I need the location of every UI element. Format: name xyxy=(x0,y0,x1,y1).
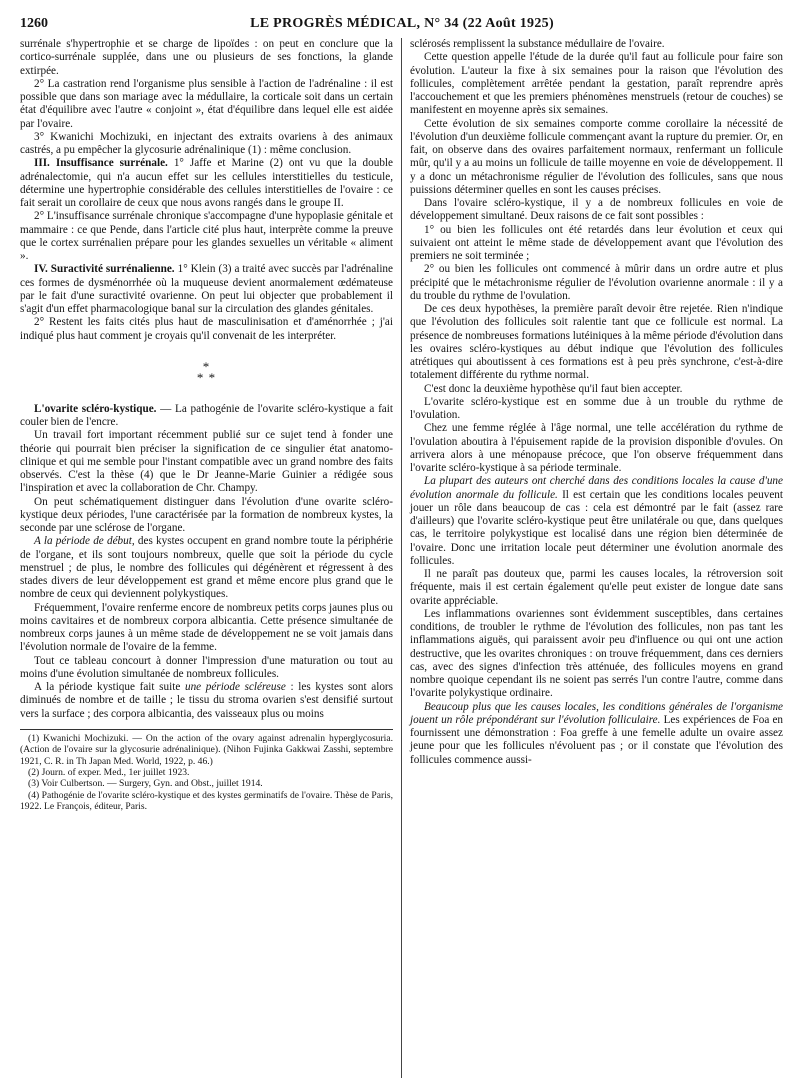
paragraph-text: Il est certain que les conditions locales peuvent jouer un rôle dans beaucoup de cas : cela est démontré par le fait (assez rare d'ailleurs) que l'ovarite scléro-kystique peut être unilatérale ou que, dans quelques cas, le territoire polykystique est localisé dans une région bien déterminée de l'ovaire. Donc une irritation locale peut déterminer une évolution anormale des follicules. xyxy=(410,488,783,567)
italic-lead: Beaucoup plus que les causes locales, les conditions générales de l'organisme jouent un rôle prépondérant sur l'évolution folliculaire. xyxy=(410,700,783,726)
section-title: L'ovarite scléro-kystique. xyxy=(34,402,157,415)
paragraph: 3° Kwanichi Mochizuki, en injectant des extraits ovariens à des animaux castrés, a pu empêcher la glycosurie adrénalinique (1) : même conclusion. xyxy=(20,130,393,156)
section-separator xyxy=(20,358,393,385)
paragraph: Fréquemment, l'ovaire renferme encore de nombreux petits corps jaunes plus ou moins cavitaires et de nombreux corpora albicantia. Cette présence simultanée de nombreux corps jaunes à un même stade de développement ne se voit jamais dans l'évolution normale de l'ovaire de la femme. xyxy=(20,601,393,654)
paragraph: surrénale s'hypertrophie et se charge de lipoïdes : on peut en conclure que la cortico-surrénale supplée, dans une ou plusieurs de ses fonctions, la glande extirpée. xyxy=(20,38,393,77)
paragraph: Cette question appelle l'étude de la durée qu'il faut au follicule pour faire son évolution. L'auteur la fixe à six semaines pour la raison que l'évolution des follicules, complètement arrêtée pendant la gestation, paraît reprendre après l'accouchement et que les premiers phénomènes menstruels (retour de couches) se manifestent en moyenne après six semaines. xyxy=(410,51,783,117)
paragraph xyxy=(20,403,393,430)
paragraph: On peut schématiquement distinguer dans l'évolution d'une ovarite scléro-kystique deux périodes, l'une caractérisée par la formation de nombreux kystes, la seconde par une sclérose de l'organe. xyxy=(20,495,393,534)
paragraph: Il ne paraît pas douteux que, parmi les causes locales, la rétroversion soit fréquente, mais il est certain également qu'elle peut exister de longue date sans ovarite appréciable. xyxy=(410,568,783,607)
paragraph: Dans l'ovaire scléro-kystique, il y a de nombreux follicules en voie de développement simultané. Deux raisons de ce fait sont possibles : xyxy=(410,197,783,223)
separator-star: * xyxy=(202,358,211,374)
subsection-heading: IV. Suractivité surrénalienne. xyxy=(34,263,175,276)
paragraph: 1° ou bien les follicules ont été retardés dans leur évolution et ceux qui suivaient ont atteint le même stade de développement avant que l'évolution des premiers ne soit terminée ; xyxy=(410,223,783,262)
subsection-heading: III. Insuffisance surrénale. xyxy=(34,157,168,170)
journal-page xyxy=(20,14,784,1084)
paragraph-text: — La pathogénie de l'ovarite scléro-kystique a fait couler bien de l'encre. xyxy=(20,402,393,428)
italic-lead: A la période de début, xyxy=(34,535,135,548)
paragraph: sclérosés remplissent la substance médullaire de l'ovaire. xyxy=(410,38,665,50)
paragraph: 2° L'insuffisance surrénale chronique s'accompagne d'une hypoplasie génitale et mammaire : ce que Pende, dans l'article cité plus haut, interprète comme la preuve que le cortex surrénalien prépare pour les glandes sexuelles un véritable « aliment ». xyxy=(20,210,393,262)
footnote: (4) Pathogénie de l'ovarite scléro-kystique et des kystes germinatifs de l'ovaire. Thèse de Paris, 1922. Le François, éditeur, Paris. xyxy=(20,789,393,813)
footnote: (3) Voir Culbertson. — Surgery, Gyn. and Obst., juillet 1914. xyxy=(28,778,263,790)
page-header xyxy=(20,14,784,36)
paragraph: Les inflammations ovariennes sont évidemment susceptibles, dans certaines conditions, de troubler le rythme de l'évolution des follicules, non pas tant les inflammations aiguës, qui paraissent avoir peu d'influence ou qui ont une action destructive, que les ovarites chroniques : on trouve fréquemment, dans ces derniers cas, avec des signes d'infection très atténuée, des follicules moyens en grand nombre quoique cependant ils ne soient pas serrés l'un contre l'autre, comme dans l'ovarite polykystique ordinaire. xyxy=(410,607,783,700)
paragraph: L'ovarite scléro-kystique est en somme due à un trouble du rythme de l'ovulation. xyxy=(410,395,783,421)
paragraph: Tout ce tableau concourt à donner l'impression d'une maturation ou tout au moins d'une évolution simultanée de nombreux follicules. xyxy=(20,654,393,680)
paragraph-text: A la période kystique fait suite xyxy=(34,681,181,693)
text-columns xyxy=(20,38,784,1084)
paragraph: De ces deux hypothèses, la première paraît devoir être rejetée. Rien n'indique que l'évolution des follicules soit ralentie tant que ce follicule est normal. La présence de nombreuses formations lutéiniques à la même période d'évolution dans les ovaires scléro-kystiques au début indique que l'évolution des follicules atrétiques qui aboutissent à ces formations est à peu près synchrone, c'est-à-dire totalement différente du rythme normal. xyxy=(410,303,783,382)
footnotes xyxy=(20,729,393,813)
italic-phrase: une période scléreuse xyxy=(184,681,286,693)
paragraph xyxy=(410,701,783,767)
column-divider xyxy=(401,38,402,1078)
paragraph-text: des kystes occupent en grand nombre toute la périphérie de l'organe, et ils sont toujours nombreux, quelle que soit la période du cycle menstruel ; de plus, le nombre des follicules qui dégénèrent et régressent à des stades divers de leur développement est grand et même encore plus grand que le nombre de ceux qui deviennent polykystiques. xyxy=(20,535,393,601)
paragraph: 2° La castration rend l'organisme plus sensible à l'action de l'adrénaline : il est possible que dans son mariage avec la médullaire, la corticale soit dans un certain état d'équilibre avec l'autre « conjoint », état d'équilibre dans lequel elle est aidée par l'ovaire. xyxy=(20,77,393,130)
left-column xyxy=(20,38,393,813)
paragraph: Cette évolution de six semaines comporte comme corollaire la nécessité de l'évolution d'un deuxième follicule commençant avant la rupture du premier. Or, en fait, on observe dans des ovaires parfaitement normaux, renfermant un follicule mûr, qu'il y a au moins un follicule de taille moyenne en voie de développement. Il y a donc un métachronisme régulier de l'évolution des follicules, sans que nous puissions déterminer quelles en sont les causes précises. xyxy=(410,117,783,196)
paragraph: C'est donc la deuxième hypothèse qu'il faut bien accepter. xyxy=(424,382,683,395)
paragraph xyxy=(20,157,393,210)
paragraph-text: Les expériences de Foa en fournissent une démonstration : Foa greffe à une femelle adulte un ovaire assez jeune pour que les follicules n'évoluent pas ; or il constate que l'évolution des follicules commence aussi- xyxy=(410,713,784,766)
footnote: (1) Kwanichi Mochizuki. — On the action of the ovary against adrenalin hyperglycosuria. (Action de l'ovaire sur la glycosurie adrénalinique). (Nihon Fujinka Gakkwai Zasshi, septembre 1921, C. R. in Th Japan Med. World, 1922, p. 46.) xyxy=(20,732,393,767)
page-number: 1260 xyxy=(20,16,48,31)
paragraph-text: 1° Klein (3) a traité avec succès par l'adrénaline ces formes de dysménorrhée où la muqueuse devient anormalement œdémateuse par le fait d'une suractivité ovarienne. On peut lui objecter que probablement il s'agit d'un effet pharmacologique banal sur la circulation des glandes génitales. xyxy=(20,263,393,315)
paragraph xyxy=(20,263,393,316)
paragraph xyxy=(410,475,783,568)
paragraph-text: : les kystes sont alors diminués de nombre et de taille ; le tissu du stroma ovarien s'est densifié surtout vers la surface ; des corpora albicantia, des vaisseaux plus ou moins xyxy=(20,681,394,720)
italic-lead: La plupart des auteurs ont cherché dans des conditions locales la cause d'une évolution anormale du follicule. xyxy=(410,475,783,501)
paragraph: Un travail fort important récemment publié sur ce sujet tend à fonder une théorie qui pourrait bien préciser la signification de ce singulier état anatomo-clinique et qui me semble pour l'instant compatible avec un grand nombre des faits observés. C'est la thèse (4) que le Dr Jeanne-Marie Guinier a rédigée sous l'inspiration et avec la collaboration de Chr. Champy. xyxy=(20,429,393,495)
right-column xyxy=(410,38,783,767)
paragraph xyxy=(20,535,393,601)
footnote: (2) Journ. of exper. Med., 1er juillet 1923. xyxy=(28,766,190,778)
paragraph-text: 1° Jaffe et Marine (2) ont vu que la double adrénalectomie, qui n'a aucun effet sur les cellules interstitielles du testicule, détermine une hypertrophie considérable des cellules interstitielles de l'ovaire : ce fait serait un corollaire de ceux que nous avons rangés dans le groupe II. xyxy=(20,157,394,209)
paragraph: Chez une femme réglée à l'âge normal, une telle accélération du rythme de l'ovulation aboutira à l'épuisement rapide de la provision disponible d'ovules. On arrivera alors à une ménopause précoce, que l'on observe fréquemment dans l'ovarite scléro-kystique à sa période terminale. xyxy=(410,422,783,474)
journal-title: LE PROGRÈS MÉDICAL, N° 34 (22 Août 1925) xyxy=(250,16,554,31)
paragraph: 2° Restent les faits cités plus haut de masculinisation et d'aménorrhée ; j'ai indiqué plus haut comment je croyais qu'il convenait de les interpréter. xyxy=(20,316,393,342)
paragraph: 2° ou bien les follicules ont commencé à mûrir dans un ordre autre et plus précipité que le métachronisme régulier de l'évolution ovarienne anormale : il y a du trouble du rythme de l'ovulation. xyxy=(410,263,783,302)
paragraph xyxy=(20,681,393,721)
separator-stars: * * xyxy=(196,369,217,385)
